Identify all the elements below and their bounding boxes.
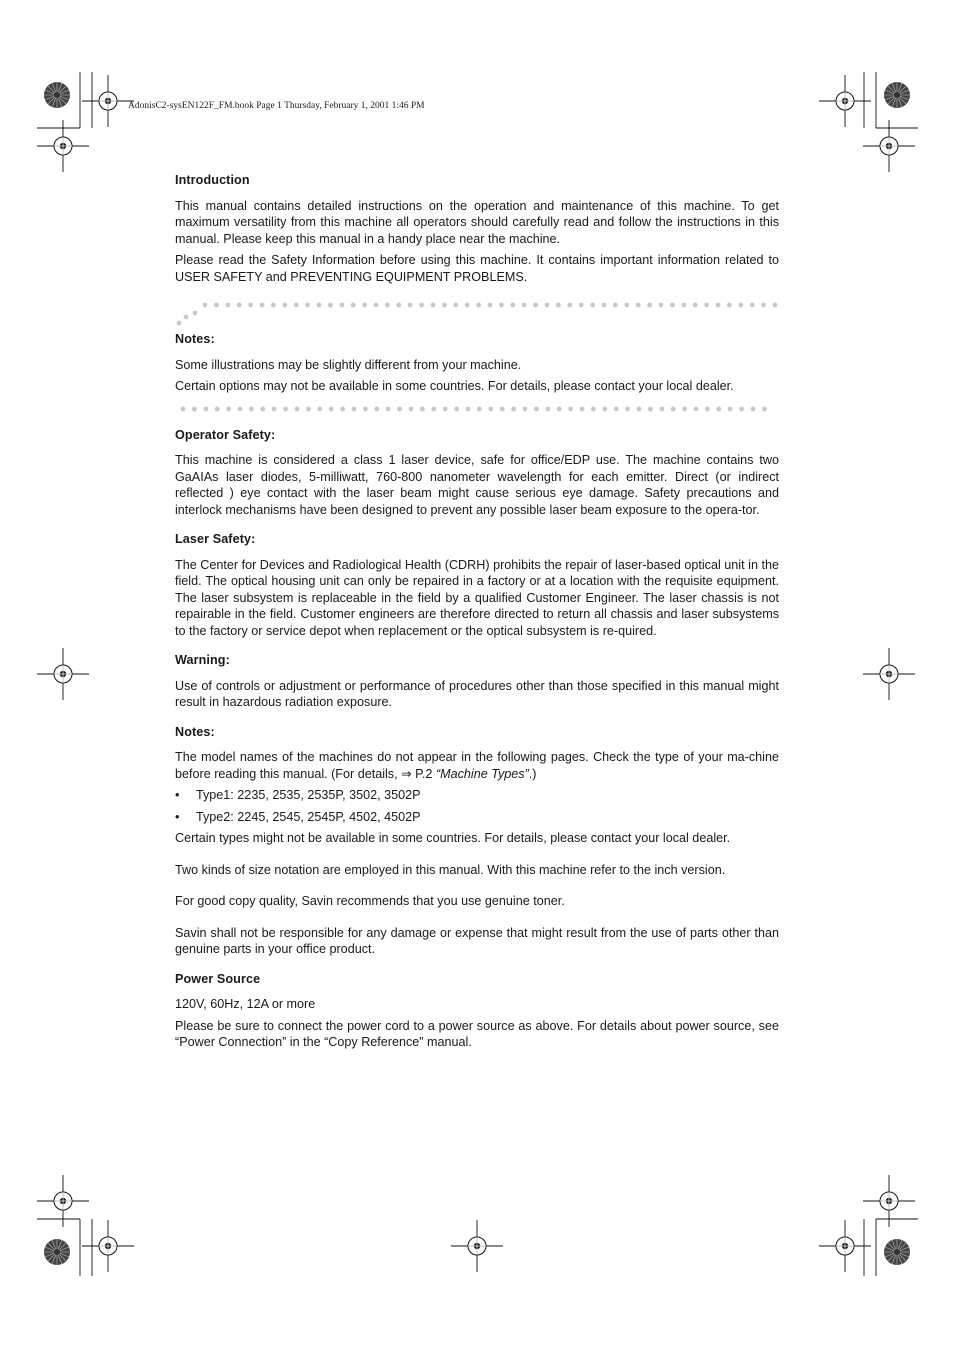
notes-box-bottom-dotted-rule (175, 403, 779, 419)
power-source-paragraph-2: Please be sure to connect the power cord to a power source as above. For details about power source, see “Power Connection” in the “Copy Reference” manual. (175, 1018, 779, 1049)
operator-safety-section (175, 427, 779, 519)
star-target-top-right (884, 82, 910, 108)
introduction-paragraph-1: This manual contains detailed instructions on the operation and maintenance of this machine. To get maximum versatility from this machine all operators should carefully read and follow the instructions in this manual. Please keep this manual in a handy place near the machine. (175, 198, 779, 246)
notes-heading: Notes: (175, 724, 215, 739)
notes-box-top-dotted-rule (175, 299, 779, 327)
star-target-top-left (44, 82, 70, 108)
machine-types-reference: “Machine Types” (435, 766, 529, 781)
laser-safety-section (175, 531, 779, 639)
notes-box (175, 331, 779, 395)
list-item (175, 787, 779, 804)
warning-paragraph: Use of controls or adjustment or performance of procedures other than those specified in this manual might result in hazardous radiation exposure. (175, 678, 779, 709)
registration-mark-top-right-a (819, 75, 871, 127)
introduction-paragraph-2: Please read the Safety Information before using this machine. It contains important information related to USER SAFETY and PREVENTING EQUIPMENT PROBLEMS. (175, 253, 779, 284)
notes-box-paragraph-1: Some illustrations may be slightly different from your machine. (175, 357, 522, 372)
machine-type-list (175, 787, 779, 825)
notes-paragraph-3: Two kinds of size notation are employed in this manual. With this machine refer to the inch version. (175, 862, 726, 877)
power-source-heading: Power Source (175, 971, 261, 986)
registration-mark-bottom-center (451, 1220, 503, 1272)
book-file-info: AdonisC2-sysEN122F_FM.book Page 1 Thursday, February 1, 2001 1:46 PM (128, 101, 425, 111)
registration-mark-top-left-a (82, 75, 134, 127)
notes-box-paragraph-2: Certain options may not be available in some countries. For details, please contact your local dealer. (175, 379, 734, 393)
registration-mark-middle-left (37, 648, 89, 700)
introduction-section (175, 172, 779, 285)
list-item (175, 809, 779, 826)
registration-mark-bottom-left-a (82, 1220, 134, 1272)
operator-safety-paragraph: This machine is considered a class 1 laser device, safe for office/EDP use. The machine contains two GaAIAs laser diodes, 5-milliwatt, 760-800 nanometer wavelength for each emitter. Direct (or indirect reflected ) eye contact with the laser beam might cause serious eye damage. Safety precautions and interlock mechanisms have been designed to prevent any possible laser beam exposure to the opera-tor. (175, 453, 779, 517)
notes-box-heading: Notes: (175, 332, 215, 346)
notes-paragraph-1-text: The model names of the machines do not appear in the following pages. Check the type of your ma-chine before reading this manual. (For details, ⇒ P.2 (175, 750, 779, 781)
notes-paragraph-4: For good copy quality, Savin recommends that you use genuine toner. (175, 894, 565, 908)
bullet-icon: • (175, 809, 180, 824)
page-content (175, 172, 779, 1056)
laser-safety-paragraph: The Center for Devices and Radiological Health (CDRH) prohibits the repair of laser-based optical unit in the field. The optical housing unit can only be repaired in a factory or at a location with the requisite equipment. The laser subsystem is replaceable in the field by a qualified Customer Engineer. The laser chassis is not repairable in the field. Customer engineers are therefore directed to return all chassis and laser subsystems to the factory or service depot when replacement or the optical subsystem is re-quired. (175, 557, 779, 638)
warning-section (175, 652, 779, 711)
notes-paragraph-1-end: .) (528, 766, 537, 781)
operator-safety-heading: Operator Safety: (175, 427, 276, 442)
laser-safety-heading: Laser Safety: (175, 532, 256, 546)
notes-paragraph-1 (175, 749, 779, 782)
star-target-bottom-right (884, 1239, 910, 1265)
introduction-heading: Introduction (175, 173, 250, 187)
notes-paragraph-5: Savin shall not be responsible for any damage or expense that might result from the use of parts other than genuine parts in your office product. (175, 925, 779, 956)
notes-section (175, 724, 779, 958)
power-source-paragraph-1: 120V, 60Hz, 12A or more (175, 997, 316, 1011)
warning-heading: Warning: (175, 653, 230, 667)
registration-mark-middle-right (863, 648, 915, 700)
list-item-text: Type2: 2245, 2545, 2545P, 4502, 4502P (196, 809, 421, 824)
bullet-icon: • (175, 788, 180, 802)
star-target-bottom-left (44, 1239, 70, 1265)
power-source-section (175, 971, 779, 1051)
notes-paragraph-2: Certain types might not be available in some countries. For details, please contact your local dealer. (175, 831, 731, 845)
list-item-text: Type1: 2235, 2535, 2535P, 3502, 3502P (196, 788, 421, 802)
registration-mark-bottom-right-a (819, 1220, 871, 1272)
